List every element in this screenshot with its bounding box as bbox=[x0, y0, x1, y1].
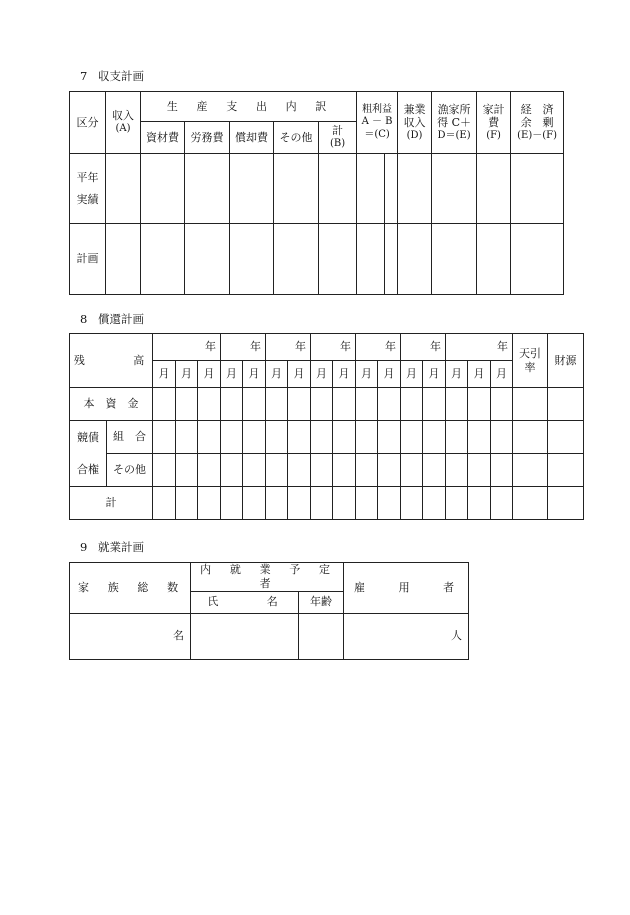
cell[interactable] bbox=[274, 154, 319, 224]
cell[interactable] bbox=[288, 421, 311, 454]
table-row bbox=[70, 154, 564, 224]
row-label-union: 組 合 bbox=[107, 421, 153, 454]
cell[interactable] bbox=[243, 454, 266, 487]
cell[interactable] bbox=[243, 388, 266, 421]
cell[interactable] bbox=[398, 224, 432, 295]
header-living-cost-line1: 家計 bbox=[482, 102, 505, 116]
header-production-breakdown: 生 産 支 出 内 訳 bbox=[141, 92, 357, 122]
cell[interactable] bbox=[378, 388, 401, 421]
cell[interactable] bbox=[385, 224, 398, 295]
cell[interactable] bbox=[221, 388, 243, 421]
header-month: 月 bbox=[198, 361, 221, 388]
header-deduction-rate-line1: 天引 bbox=[519, 346, 542, 360]
cell[interactable] bbox=[357, 224, 385, 295]
header-month: 月 bbox=[468, 361, 491, 388]
cell[interactable] bbox=[198, 421, 221, 454]
cell[interactable] bbox=[423, 421, 446, 454]
cell[interactable] bbox=[266, 388, 288, 421]
cell[interactable] bbox=[311, 388, 333, 421]
cell[interactable] bbox=[548, 388, 584, 421]
cell[interactable] bbox=[153, 388, 176, 421]
header-economic-surplus bbox=[511, 92, 564, 154]
row-label-other: その他 bbox=[107, 454, 153, 487]
table-row bbox=[70, 224, 564, 295]
header-subtotal-label: 計 bbox=[332, 124, 344, 138]
section-8-label: 償還計画 bbox=[98, 312, 144, 326]
cell[interactable] bbox=[266, 421, 288, 454]
header-employees: 雇 用 者 bbox=[344, 563, 469, 614]
header-side-income bbox=[398, 92, 432, 154]
section-7-number: 7 bbox=[80, 69, 88, 83]
cell[interactable] bbox=[468, 454, 491, 487]
cell[interactable] bbox=[401, 388, 423, 421]
header-material-cost: 資材費 bbox=[141, 122, 185, 154]
header-household-income-line2: 得 C＋ bbox=[437, 116, 472, 130]
row-label-average-line1: 平年 bbox=[76, 170, 99, 184]
header-gross-profit-line3: ＝(C) bbox=[364, 128, 390, 140]
cell[interactable] bbox=[356, 487, 378, 520]
cell[interactable] bbox=[513, 388, 548, 421]
cell[interactable] bbox=[468, 487, 491, 520]
cell[interactable] bbox=[446, 487, 468, 520]
cell[interactable] bbox=[432, 224, 477, 295]
cell[interactable] bbox=[153, 454, 176, 487]
cell[interactable] bbox=[432, 154, 477, 224]
row-label-competing-claims-line1: 競債 bbox=[77, 430, 99, 444]
row-label-average-line2: 実績 bbox=[76, 192, 99, 206]
header-year: 年 bbox=[311, 334, 356, 361]
row-label-average bbox=[70, 154, 106, 224]
section-8-number: 8 bbox=[80, 312, 88, 326]
header-month: 月 bbox=[446, 361, 468, 388]
header-month: 月 bbox=[176, 361, 198, 388]
cell[interactable] bbox=[333, 421, 356, 454]
cell[interactable] bbox=[401, 487, 423, 520]
header-income bbox=[106, 92, 141, 154]
cell[interactable] bbox=[378, 421, 401, 454]
cell[interactable] bbox=[266, 487, 288, 520]
header-living-cost-line3: (F) bbox=[486, 130, 501, 141]
header-living-cost-line2: 費 bbox=[488, 116, 500, 130]
header-month: 月 bbox=[311, 361, 333, 388]
section-8-title bbox=[80, 311, 144, 327]
header-month: 月 bbox=[333, 361, 356, 388]
employee-count-cell[interactable] bbox=[344, 613, 469, 659]
header-month: 月 bbox=[221, 361, 243, 388]
cell[interactable] bbox=[548, 487, 584, 520]
cell[interactable] bbox=[548, 454, 584, 487]
cell[interactable] bbox=[446, 454, 468, 487]
cell[interactable] bbox=[221, 487, 243, 520]
employment-table bbox=[69, 562, 469, 660]
cell[interactable] bbox=[243, 421, 266, 454]
cell[interactable] bbox=[477, 154, 511, 224]
header-month: 月 bbox=[243, 361, 266, 388]
family-count-cell[interactable] bbox=[70, 613, 191, 659]
header-subtotal bbox=[319, 122, 357, 154]
header-month: 月 bbox=[356, 361, 378, 388]
cell[interactable] bbox=[311, 487, 333, 520]
cell[interactable] bbox=[176, 421, 198, 454]
header-balance: 残 高 bbox=[70, 334, 153, 388]
cell[interactable] bbox=[511, 154, 564, 224]
header-year: 年 bbox=[356, 334, 401, 361]
row-label-principal: 本 資 金 bbox=[70, 388, 153, 421]
header-side-income-line2: 収入 bbox=[403, 116, 426, 130]
header-gross-profit bbox=[357, 92, 398, 154]
row-label-competing-claims-line2: 合権 bbox=[77, 462, 99, 476]
header-subtotal-code: (B) bbox=[329, 138, 346, 150]
row-label-plan: 計画 bbox=[70, 224, 106, 295]
header-family-total: 家 族 総 数 bbox=[70, 563, 191, 614]
header-month: 月 bbox=[378, 361, 401, 388]
cell[interactable] bbox=[299, 613, 344, 659]
cell[interactable] bbox=[548, 421, 584, 454]
cell[interactable] bbox=[153, 487, 176, 520]
header-gross-profit-line1: 粗利益 bbox=[362, 103, 393, 115]
cell[interactable] bbox=[477, 224, 511, 295]
repayment-table bbox=[69, 333, 584, 520]
header-month: 月 bbox=[491, 361, 513, 388]
cell[interactable] bbox=[513, 454, 548, 487]
header-household-income-line3: D＝(E) bbox=[437, 130, 471, 141]
cell[interactable] bbox=[266, 454, 288, 487]
table-row bbox=[70, 421, 584, 454]
header-gross-profit-line2: A － B bbox=[361, 116, 393, 128]
cell[interactable] bbox=[185, 154, 230, 224]
cell[interactable] bbox=[333, 454, 356, 487]
cell[interactable] bbox=[288, 454, 311, 487]
cell[interactable] bbox=[176, 454, 198, 487]
cell[interactable] bbox=[288, 487, 311, 520]
table-row bbox=[70, 454, 584, 487]
cell[interactable] bbox=[378, 454, 401, 487]
section-7-title bbox=[80, 68, 144, 84]
cell[interactable] bbox=[491, 487, 513, 520]
cell[interactable] bbox=[491, 388, 513, 421]
header-year: 年 bbox=[221, 334, 266, 361]
cell[interactable] bbox=[106, 224, 141, 295]
cell[interactable] bbox=[356, 454, 378, 487]
cell[interactable] bbox=[446, 421, 468, 454]
header-age: 年齢 bbox=[299, 591, 344, 613]
cell[interactable] bbox=[468, 388, 491, 421]
cell[interactable] bbox=[491, 421, 513, 454]
header-economic-surplus-line3: (E)－(F) bbox=[517, 130, 557, 141]
header-side-income-line3: (D) bbox=[406, 130, 423, 141]
row-label-total: 計 bbox=[70, 487, 153, 520]
header-month: 月 bbox=[153, 361, 176, 388]
cell[interactable] bbox=[185, 224, 230, 295]
row-label-competing-claims bbox=[70, 421, 107, 487]
cell[interactable] bbox=[319, 224, 357, 295]
cell[interactable] bbox=[333, 487, 356, 520]
cell[interactable] bbox=[401, 421, 423, 454]
section-9-label: 就業計画 bbox=[98, 540, 144, 554]
cell[interactable] bbox=[356, 388, 378, 421]
header-living-cost bbox=[477, 92, 511, 154]
header-income-label: 収入 bbox=[112, 109, 134, 123]
cell[interactable] bbox=[398, 154, 432, 224]
header-household-income bbox=[432, 92, 477, 154]
cell[interactable] bbox=[401, 454, 423, 487]
header-year: 年 bbox=[446, 334, 513, 361]
cell[interactable] bbox=[385, 154, 398, 224]
cell[interactable] bbox=[141, 154, 185, 224]
cell[interactable] bbox=[176, 487, 198, 520]
header-month: 月 bbox=[266, 361, 288, 388]
cell[interactable] bbox=[198, 487, 221, 520]
table-row bbox=[70, 388, 584, 421]
cell[interactable] bbox=[221, 421, 243, 454]
cell[interactable] bbox=[106, 154, 141, 224]
cell[interactable] bbox=[153, 421, 176, 454]
header-kubun: 区分 bbox=[70, 92, 106, 154]
header-labor-cost: 労務費 bbox=[185, 122, 230, 154]
cell[interactable] bbox=[230, 224, 274, 295]
cell[interactable] bbox=[288, 388, 311, 421]
income-expense-table bbox=[69, 91, 564, 295]
cell[interactable] bbox=[191, 613, 299, 659]
cell[interactable] bbox=[311, 421, 333, 454]
cell[interactable] bbox=[319, 154, 357, 224]
cell[interactable] bbox=[356, 421, 378, 454]
cell[interactable] bbox=[468, 421, 491, 454]
section-9-title bbox=[80, 539, 144, 555]
cell[interactable] bbox=[198, 454, 221, 487]
cell[interactable] bbox=[513, 421, 548, 454]
section-7-label: 収支計画 bbox=[98, 69, 144, 83]
header-household-income-line1: 漁家所 bbox=[437, 102, 471, 116]
header-month: 月 bbox=[401, 361, 423, 388]
cell[interactable] bbox=[511, 224, 564, 295]
cell[interactable] bbox=[513, 487, 548, 520]
cell[interactable] bbox=[198, 388, 221, 421]
header-year: 年 bbox=[266, 334, 311, 361]
header-name: 氏 名 bbox=[191, 591, 299, 613]
table-row bbox=[70, 613, 469, 659]
cell[interactable] bbox=[378, 487, 401, 520]
unit-persons-nin: 人 bbox=[451, 629, 463, 643]
cell[interactable] bbox=[333, 388, 356, 421]
cell[interactable] bbox=[357, 154, 385, 224]
table-row bbox=[70, 487, 584, 520]
cell[interactable] bbox=[221, 454, 243, 487]
cell[interactable] bbox=[423, 454, 446, 487]
header-month: 月 bbox=[423, 361, 446, 388]
cell[interactable] bbox=[141, 224, 185, 295]
header-deduction-rate bbox=[513, 334, 548, 388]
header-side-income-line1: 兼業 bbox=[403, 102, 426, 116]
header-planned-workers: 内 就 業 予 定 者 bbox=[191, 563, 344, 592]
cell[interactable] bbox=[423, 487, 446, 520]
header-income-code: (A) bbox=[115, 123, 131, 135]
cell[interactable] bbox=[491, 454, 513, 487]
cell[interactable] bbox=[230, 154, 274, 224]
header-year: 年 bbox=[401, 334, 446, 361]
unit-persons-mei: 名 bbox=[173, 629, 184, 643]
header-depreciation: 償却費 bbox=[230, 122, 274, 154]
header-year: 年 bbox=[153, 334, 221, 361]
cell[interactable] bbox=[423, 388, 446, 421]
header-economic-surplus-line2: 余 剰 bbox=[520, 116, 554, 130]
cell[interactable] bbox=[176, 388, 198, 421]
header-other: その他 bbox=[274, 122, 319, 154]
cell[interactable] bbox=[274, 224, 319, 295]
section-9-number: 9 bbox=[80, 540, 88, 554]
cell[interactable] bbox=[243, 487, 266, 520]
header-economic-surplus-line1: 経 済 bbox=[520, 102, 554, 116]
cell[interactable] bbox=[311, 454, 333, 487]
header-deduction-rate-line2: 率 bbox=[524, 360, 536, 374]
header-funding-source: 財源 bbox=[548, 334, 584, 388]
cell[interactable] bbox=[446, 388, 468, 421]
header-month: 月 bbox=[288, 361, 311, 388]
